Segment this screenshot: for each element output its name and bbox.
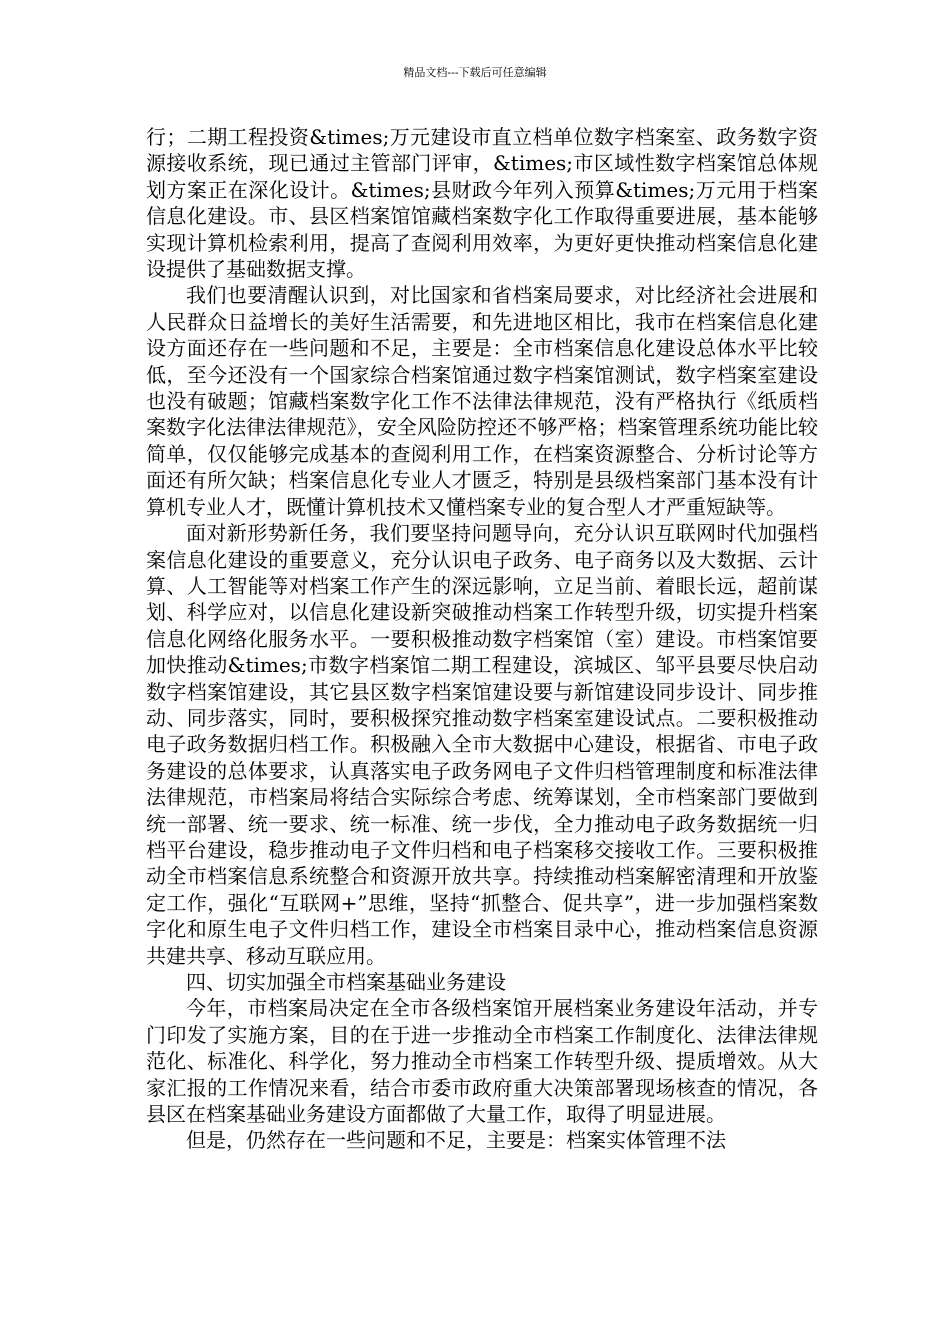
paragraph-shortcomings: 但是，仍然存在一些问题和不足，主要是：档案实体管理不法	[186, 1128, 726, 1153]
paragraph-continuation: 行；二期工程投资&times;万元建设市直立档单位数字档案室、政务数字资源接收系统，现已通过主管部门评审，&times;市区域性数字档案馆总体规划方案正在深化设计。&times;县财政今年列入预算&times;万元用于档案信息化建设。市、县区档案馆馆藏档案数字化工作取得重要进展，基本能够实现计算机检索利用，提高了查阅利用效率，为更好更快推动档案信息化建设提供了基础数据支撑。	[146, 125, 818, 282]
section-heading: 四、切实加强全市档案基础业务建设	[186, 970, 506, 994]
paragraph-problems: 我们也要清醒认识到，对比国家和省档案局要求，对比经济社会进展和人民群众日益增长的美好生活需要，和先进地区相比，我市在档案信息化建设方面还存在一些问题和不足，主要是：全市档案信息化建设总体水平比较低，至今还没有一个国家综合档案馆通过数字档案馆测试，数字档案室建设也没有破题；馆藏档案数字化工作不法律法律规范，没有严格执行《纸质档案数字化法律法律规范》，安全风险防控还不够严格；档案管理系统功能比较简单，仅仅能够完成基本的查阅利用工作，在档案资源整合、分析讨论等方面还有所欠缺；档案信息化专业人才匮乏，特别是县级档案部门基本没有计算机专业人才，既懂计算机技术又懂档案专业的复合型人才严重短缺等。	[146, 283, 818, 519]
paragraph-tasks: 面对新形势新任务，我们要坚持问题导向，充分认识互联网时代加强档案信息化建设的重要意义，充分认识电子政务、电子商务以及大数据、云计算、人工智能等对档案工作产生的深远影响，立足当前、着眼长远，超前谋划、科学应对，以信息化建设新突破推动档案工作转型升级，切实提升档案信息化网络化服务水平。一要积极推动数字档案馆（室）建设。市档案馆要加快推动&times;市数字档案馆二期工程建设，滨城区、邹平县要尽快启动数字档案馆建设，其它县区数字档案馆建设要与新馆建设同步设计、同步推动、同步落实，同时，要积极探究推动数字档案室建设试点。二要积极推动电子政务数据归档工作。积极融入全市大数据中心建设，根据省、市电子政务建设的总体要求，认真落实电子政务网电子文件归档管理制度和标准法律法律规范，市档案局将结合实际综合考虑、统筹谋划，全市档案部门要做到统一部署、统一要求、统一标准、统一步伐，全力推动电子政务数据统一归档平台建设，稳步推动电子文件归档和电子档案移交接收工作。三要积极推动全市档案信息系统整合和资源开放共享。持续推动档案解密清理和开放鉴定工作，强化“互联网+”思维，坚持“抓整合、促共享”，进一步加强档案数字化和原生电子文件归档工作，建设全市档案目录中心，推动档案信息资源共建共享、移动互联应用。	[146, 521, 818, 968]
document-body	[146, 124, 818, 1154]
paragraph-business-year: 今年，市档案局决定在全市各级档案馆开展档案业务建设年活动，并专门印发了实施方案，目的在于进一步推动全市档案工作制度化、法律法律规范化、标准化、科学化，努力推动全市档案工作转型升级、提质增效。从大家汇报的工作情况来看，结合市委市政府重大决策部署现场核查的情况，各县区在档案基础业务建设方面都做了大量工作，取得了明显进展。	[146, 996, 818, 1127]
page-header: 精品文档---下载后可任意编辑	[403, 66, 547, 79]
